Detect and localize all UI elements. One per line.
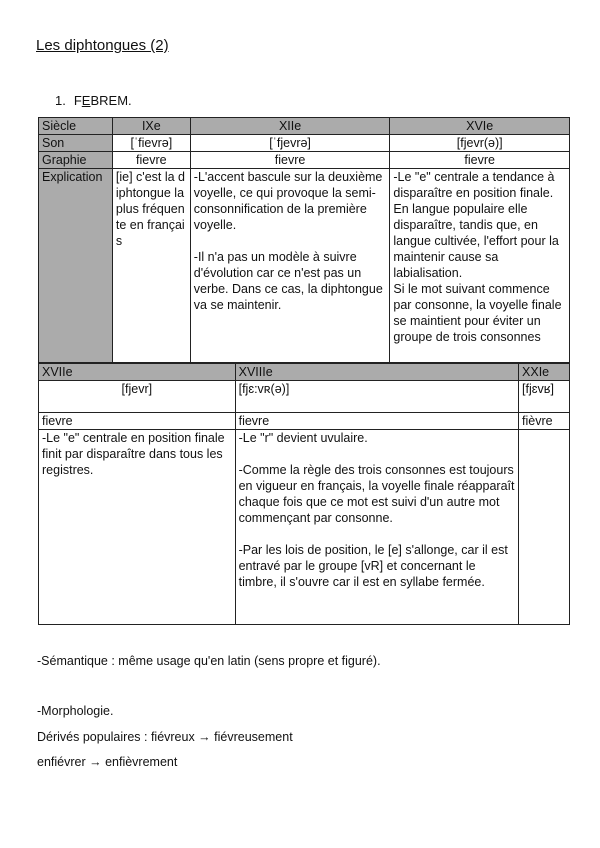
son-xvie: [fjevr(ə)] bbox=[390, 135, 570, 152]
explication-xiie bbox=[190, 169, 390, 363]
row-label-graphie: Graphie bbox=[39, 152, 113, 169]
header-xviiie: XVIIIe bbox=[235, 364, 518, 381]
table-row bbox=[39, 381, 570, 413]
son-xviie: [fjevr] bbox=[39, 381, 236, 413]
heading-word-end: BREM. bbox=[90, 93, 132, 108]
table-row bbox=[39, 430, 570, 625]
explication-xviiie-p1: -Le "r" devient uvulaire. bbox=[238, 431, 368, 445]
header-xxie: XXIe bbox=[519, 364, 570, 381]
enfievrer-line: enfiévrer → enfièvrement bbox=[37, 755, 178, 769]
son-ixe: [ˈfievrə] bbox=[112, 135, 190, 152]
son-xxie: [fjɛvʁ] bbox=[519, 381, 570, 413]
table-row bbox=[39, 152, 570, 169]
table-row bbox=[39, 413, 570, 430]
explication-xvie bbox=[390, 169, 570, 363]
heading-word-start: F bbox=[73, 93, 82, 108]
explication-xviiie-p3: -Par les lois de position, le [e] s'allonge, car il est entravé par le groupe [vR] et concernant le timbre, il s'ouvre car il est en syllabe fermée. bbox=[238, 543, 508, 589]
row-label-siecle: Siècle bbox=[39, 118, 113, 135]
heading-word-underlined: E bbox=[81, 93, 91, 108]
graphie-xviiie: fievre bbox=[235, 413, 518, 430]
graphie-xiie: fievre bbox=[190, 152, 390, 169]
semantique-line: -Sémantique : même usage qu'en latin (sens propre et figuré). bbox=[37, 654, 381, 668]
son-xviiie: [fjɛ:vʀ(ə)] bbox=[235, 381, 518, 413]
derives-line: Dérivés populaires : fiévreux → fiévreusement bbox=[37, 730, 293, 744]
graphie-xviie: fievre bbox=[39, 413, 236, 430]
header-xvie: XVIe bbox=[390, 118, 570, 135]
graphie-ixe: fievre bbox=[112, 152, 190, 169]
header-xviie: XVIIe bbox=[39, 364, 236, 381]
explication-xviiie-p2: -Comme la règle des trois consonnes est toujours en vigueur en français, la voyelle finale réapparaît chaque fois que ce mot est suivi d'un autre mot commençant par consonne. bbox=[238, 463, 515, 525]
header-ixe: IXe bbox=[112, 118, 190, 135]
table-row bbox=[39, 118, 570, 135]
graphie-xxie: fièvre bbox=[519, 413, 570, 430]
explication-xiie-p2: -Il n'a pas un modèle à suivre d'évolution car ce n'est pas un verbe. Dans ce cas, la diphtongue va se maintenir. bbox=[193, 250, 383, 312]
row-label-explication: Explication bbox=[39, 169, 113, 363]
explication-xvie-text: -Le "e" centrale a tendance à disparaître en position finale. En langue populaire elle disparaître, tandis que, en langue cultivée, l'effort pour la maintenir cause sa labialisation. Si le mot suivant commence par consonne, la voyelle finale se maintient pour éviter un groupe de trois consonnes bbox=[393, 170, 562, 344]
graphie-xvie: fievre bbox=[390, 152, 570, 169]
explication-xviiie bbox=[235, 430, 518, 625]
explication-xiie-p1: -L'accent bascule sur la deuxième voyelle, ce qui provoque la semi-consonnification de la première voyelle. bbox=[193, 170, 383, 232]
table-row bbox=[39, 169, 570, 363]
section-heading bbox=[55, 93, 132, 108]
evolution-table-early bbox=[38, 117, 570, 363]
evolution-table-late bbox=[38, 363, 570, 625]
explication-ixe: [ie] c'est la diphtongue la plus fréquente en français bbox=[112, 169, 190, 363]
explication-xviie: -Le "e" centrale en position finale finit par disparaître dans tous les registres. bbox=[39, 430, 236, 625]
row-label-son: Son bbox=[39, 135, 113, 152]
morphologie-line: -Morphologie. bbox=[37, 704, 114, 718]
explication-xxie bbox=[519, 430, 570, 625]
header-xiie: XIIe bbox=[190, 118, 390, 135]
list-number: 1. bbox=[55, 93, 66, 108]
page-title: Les diphtongues (2) bbox=[36, 37, 169, 54]
table-row bbox=[39, 135, 570, 152]
table-row bbox=[39, 364, 570, 381]
son-xiie: [ˈfjevrə] bbox=[190, 135, 390, 152]
